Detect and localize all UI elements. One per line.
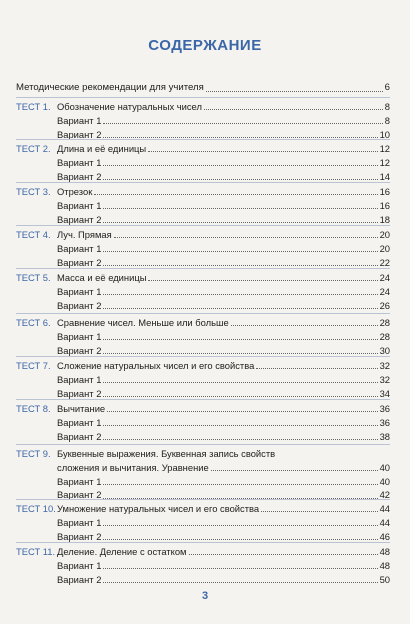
- dot-leader: [103, 123, 382, 124]
- dot-leader: [148, 280, 377, 281]
- toc-entry-text: Отрезок: [57, 186, 93, 197]
- toc-entry-page: 46: [379, 530, 390, 542]
- toc-entry-page: 40: [379, 461, 390, 473]
- test-label: ТЕСТ 11.: [16, 546, 56, 557]
- toc-entry-text: сложения и вычитания. Уравнение: [57, 461, 209, 473]
- toc-test-title-row: [57, 402, 390, 416]
- toc-entry-page: 18: [379, 213, 390, 225]
- toc-entry-text: Вариант 1: [57, 516, 102, 528]
- dot-leader: [103, 165, 377, 166]
- toc-variant-row: [57, 516, 390, 530]
- dot-leader: [103, 179, 377, 180]
- toc-entry-page: 22: [379, 256, 390, 268]
- toc-entry-page: 26: [379, 299, 390, 311]
- section-divider: [16, 313, 390, 314]
- toc-entry-page: 12: [379, 143, 390, 154]
- toc-test-title-row: [57, 316, 390, 330]
- toc-variant-row: [57, 430, 390, 444]
- toc-test-title-row: [57, 228, 390, 242]
- toc-entry-page: 42: [379, 489, 390, 501]
- toc-variant-row: [57, 416, 390, 430]
- dot-leader: [103, 251, 377, 252]
- toc-entry-page: 28: [379, 330, 390, 342]
- dot-leader: [103, 539, 377, 540]
- test-label: ТЕСТ 9.: [16, 448, 51, 459]
- dot-leader: [103, 208, 377, 209]
- test-label: ТЕСТ 4.: [16, 229, 51, 240]
- dot-leader: [103, 137, 377, 138]
- toc-entry-page: 32: [379, 373, 390, 385]
- toc-entry-text: Вариант 2: [57, 573, 102, 585]
- dot-leader: [107, 411, 377, 412]
- section-divider: [16, 97, 390, 98]
- toc-entry-text: Вариант 2: [57, 430, 102, 442]
- toc-test-title-row: [57, 359, 390, 373]
- toc-entry-text: Вариант 2: [57, 489, 102, 501]
- toc-variant-row: [57, 559, 390, 573]
- test-label: ТЕСТ 3.: [16, 186, 51, 197]
- toc-test-title-row: [57, 100, 390, 114]
- toc-entry-text: Вариант 2: [57, 387, 102, 399]
- dot-leader: [206, 91, 383, 92]
- toc-entry-page: 30: [379, 344, 390, 356]
- toc-entry-page: 32: [379, 360, 390, 371]
- dot-leader: [103, 439, 377, 440]
- section-divider: [16, 225, 390, 226]
- toc-variant-row: [57, 299, 390, 313]
- toc-variant-row: [57, 242, 390, 256]
- toc-entry-page: 50: [379, 573, 390, 585]
- test-label: ТЕСТ 2.: [16, 143, 51, 154]
- toc-entry-text: Масса и её единицы: [57, 272, 147, 283]
- toc-entry-page: 48: [379, 559, 390, 571]
- toc-entry-text: Вариант 2: [57, 299, 102, 311]
- toc-entry-text: Вариант 2: [57, 530, 102, 542]
- test-label: ТЕСТ 8.: [16, 403, 51, 414]
- toc-entry-page: 28: [379, 317, 390, 328]
- toc-entry-text: Вариант 2: [57, 256, 102, 268]
- dot-leader: [103, 582, 377, 583]
- toc-test-title-row: [57, 502, 390, 516]
- test-label: ТЕСТ 6.: [16, 317, 51, 328]
- toc-entry-text: Вариант 2: [57, 170, 102, 182]
- dot-leader: [231, 325, 378, 326]
- toc-entry-text: Вариант 2: [57, 128, 102, 140]
- toc-entry-page: 6: [384, 82, 390, 93]
- toc-test-title-row: [57, 447, 390, 461]
- toc-entry-page: 20: [379, 242, 390, 254]
- toc-entry-text: Вариант 1: [57, 285, 102, 297]
- dot-leader: [103, 425, 377, 426]
- section-divider: [16, 182, 390, 183]
- dot-leader: [114, 237, 378, 238]
- toc-entry-page: 14: [379, 170, 390, 182]
- dot-leader: [204, 109, 383, 110]
- section-divider: [16, 356, 390, 357]
- toc-test-title-row: [57, 545, 390, 559]
- dot-leader: [103, 294, 377, 295]
- toc-entry-page: 36: [379, 403, 390, 414]
- section-divider: [16, 268, 390, 269]
- toc-entry-text: Длина и её единицы: [57, 143, 147, 154]
- toc-entry-text: Сложение натуральных чисел и его свойства: [57, 360, 255, 371]
- toc-entry-text: Деление. Деление с остатком: [57, 546, 187, 557]
- dot-leader: [256, 368, 377, 369]
- toc-entry-text: Методические рекомендации для учителя: [16, 82, 204, 93]
- test-label: ТЕСТ 7.: [16, 360, 51, 371]
- dot-leader: [103, 484, 377, 485]
- test-label: ТЕСТ 10.: [16, 503, 56, 514]
- test-label: ТЕСТ 1.: [16, 101, 51, 112]
- toc-entry-page: 44: [379, 516, 390, 528]
- section-divider: [16, 444, 390, 445]
- toc-variant-row: [57, 475, 390, 489]
- toc-intro-row: [16, 81, 390, 95]
- toc-variant-row: [57, 330, 390, 344]
- dot-leader: [261, 511, 377, 512]
- toc-entry-text: Вариант 1: [57, 475, 102, 487]
- section-divider: [16, 542, 390, 543]
- toc-entry-text: Вариант 1: [57, 114, 102, 126]
- toc-variant-row: [57, 156, 390, 170]
- toc-entry-page: 40: [379, 475, 390, 487]
- section-divider: [16, 139, 390, 140]
- toc-entry-text: Вычитание: [57, 403, 106, 414]
- toc-test-title-row: [57, 142, 390, 156]
- toc-entry-text: Вариант 1: [57, 373, 102, 385]
- dot-leader: [103, 382, 377, 383]
- toc-entry-page: 34: [379, 387, 390, 399]
- dot-leader: [103, 568, 377, 569]
- toc-entry-text: Луч. Прямая: [57, 229, 112, 240]
- dot-leader: [148, 151, 377, 152]
- toc-variant-row: [57, 461, 390, 475]
- toc-test-title-row: [57, 271, 390, 285]
- toc-variant-row: [57, 114, 390, 128]
- toc-entry-text: Вариант 1: [57, 416, 102, 428]
- section-divider: [16, 399, 390, 400]
- toc-entry-page: 24: [379, 272, 390, 283]
- toc-variant-row: [57, 199, 390, 213]
- toc-variant-row: [57, 573, 390, 587]
- toc-entry-page: 44: [379, 503, 390, 514]
- toc-entry-page: 8: [384, 101, 390, 112]
- toc-entry-text: Умножение натуральных чисел и его свойства: [57, 503, 260, 514]
- toc-entry-text: Вариант 2: [57, 344, 102, 356]
- toc-entry-page: 36: [379, 416, 390, 428]
- toc-entry-text: Обозначение натуральных чисел: [57, 101, 202, 112]
- dot-leader: [103, 525, 377, 526]
- toc-entry-page: 12: [379, 156, 390, 168]
- dot-leader: [211, 470, 378, 471]
- dot-leader: [94, 194, 377, 195]
- toc-test-title-row: [57, 185, 390, 199]
- dot-leader: [103, 265, 377, 266]
- dot-leader: [103, 222, 377, 223]
- toc-entry-page: 24: [379, 285, 390, 297]
- toc-variant-row: [57, 285, 390, 299]
- dot-leader: [189, 554, 378, 555]
- dot-leader: [103, 353, 377, 354]
- dot-leader: [103, 339, 377, 340]
- section-divider: [16, 499, 390, 500]
- toc-entry-text: Вариант 1: [57, 199, 102, 211]
- toc-variant-row: [57, 373, 390, 387]
- page-number: 3: [201, 590, 209, 602]
- toc-entry-text: Вариант 1: [57, 330, 102, 342]
- toc-entry-page: 48: [379, 546, 390, 557]
- test-label: ТЕСТ 5.: [16, 272, 51, 283]
- toc-entry-text: Вариант 2: [57, 213, 102, 225]
- toc-entry-text: Вариант 1: [57, 242, 102, 254]
- toc-entry-page: 38: [379, 430, 390, 442]
- toc-entry-text: Сравнение чисел. Меньше или больше: [57, 317, 229, 328]
- toc-entry-page: 16: [379, 199, 390, 211]
- toc-entry-page: 16: [379, 186, 390, 197]
- page-title: СОДЕРЖАНИЕ: [148, 37, 262, 54]
- dot-leader: [103, 308, 377, 309]
- toc-entry-text: Вариант 1: [57, 156, 102, 168]
- toc-entry-page: 8: [384, 114, 390, 126]
- dot-leader: [103, 396, 377, 397]
- toc-entry-page: 20: [379, 229, 390, 240]
- toc-entry-page: 10: [379, 128, 390, 140]
- toc-entry-text: Вариант 1: [57, 559, 102, 571]
- toc-entry-text: Буквенные выражения. Буквенная запись свойств: [57, 448, 276, 459]
